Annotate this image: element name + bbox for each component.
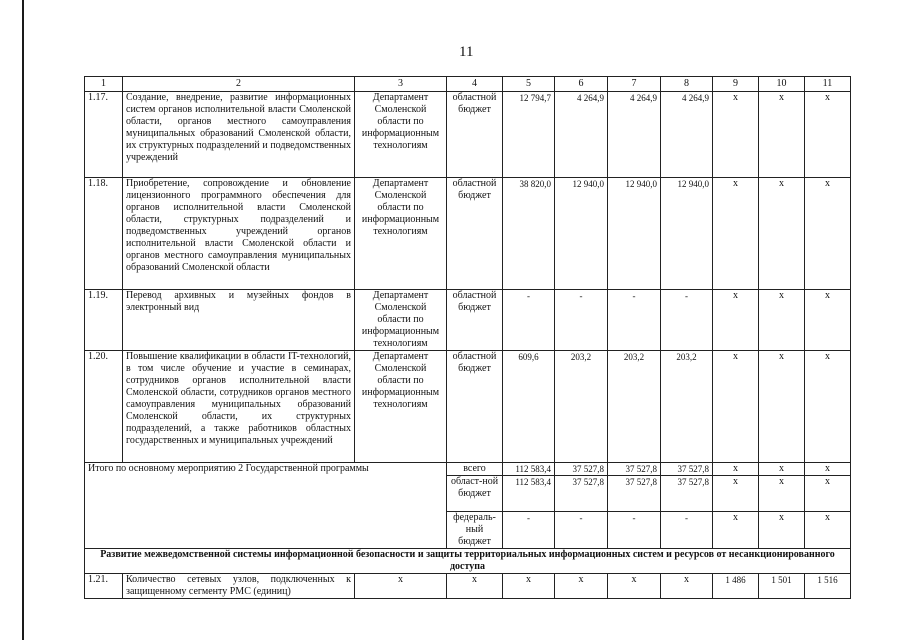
total-indicator-2: х xyxy=(759,476,805,512)
amount-year-3: 203,2 xyxy=(661,351,713,463)
header-cell: 10 xyxy=(759,77,805,92)
amount-year-1: 4 264,9 xyxy=(555,92,608,178)
total-indicator-1: х xyxy=(713,463,759,476)
amount-total: 12 794,7 xyxy=(503,92,555,178)
amount-total: 38 820,0 xyxy=(503,178,555,290)
table-row xyxy=(85,290,851,351)
header-cell: 7 xyxy=(608,77,661,92)
funding-source: областной бюджет xyxy=(447,290,503,351)
indicator-year-3: х xyxy=(805,290,851,351)
executor: Департамент Смоленской области по информационным технологиям xyxy=(355,351,447,463)
funding-source: х xyxy=(447,574,503,599)
indicator-year-2: 1 501 xyxy=(759,574,805,599)
program-table xyxy=(84,76,851,599)
total-amount: 112 583,4 xyxy=(503,463,555,476)
amount-year-3: 4 264,9 xyxy=(661,92,713,178)
header-cell: 3 xyxy=(355,77,447,92)
indicator-year-1: х xyxy=(713,351,759,463)
total-indicator-2: х xyxy=(759,512,805,549)
total-year-2: - xyxy=(608,512,661,549)
total-indicator-3: х xyxy=(805,463,851,476)
row-number: 1.17. xyxy=(85,92,123,178)
amount-year-1: 203,2 xyxy=(555,351,608,463)
executor: Департамент Смоленской области по информационным технологиям xyxy=(355,92,447,178)
amount-year-3: - xyxy=(661,290,713,351)
total-source: всего xyxy=(447,463,503,476)
amount-total: - xyxy=(503,290,555,351)
row-number: 1.18. xyxy=(85,178,123,290)
total-source: федераль-ный бюджет xyxy=(447,512,503,549)
total-indicator-3: х xyxy=(805,476,851,512)
header-row xyxy=(85,77,851,92)
header-cell: 4 xyxy=(447,77,503,92)
header-cell: 6 xyxy=(555,77,608,92)
measure-name: Приобретение, сопровождение и обновление лицензионного программного обеспечения для органов исполнительной власти Смоленской области, структурных подразделений и подведомственных учреждений органов исполнительной власти Смоленской области и органов местного самоуправления муниципальных образований Смоленской области xyxy=(123,178,355,290)
amount-year-2: х xyxy=(608,574,661,599)
section-title: Развитие межведомственной системы информационной безопасности и защиты территориальных информационных систем и ресурсов от несанкционированного доступа xyxy=(85,549,851,574)
amount-year-2: 203,2 xyxy=(608,351,661,463)
total-year-2: 37 527,8 xyxy=(608,463,661,476)
row-number: 1.19. xyxy=(85,290,123,351)
executor: х xyxy=(355,574,447,599)
amount-year-2: 4 264,9 xyxy=(608,92,661,178)
amount-year-1: х xyxy=(555,574,608,599)
indicator-year-1: х xyxy=(713,178,759,290)
indicator-year-2: х xyxy=(759,351,805,463)
indicator-year-3: х xyxy=(805,178,851,290)
total-row xyxy=(85,463,851,476)
measure-name: Количество сетевых узлов, подключенных к защищенному сегменту РМС (единиц) xyxy=(123,574,355,599)
row-number: 1.20. xyxy=(85,351,123,463)
total-year-3: 37 527,8 xyxy=(661,463,713,476)
total-year-1: 37 527,8 xyxy=(555,463,608,476)
total-label: Итого по основному мероприятию 2 Государственной программы xyxy=(85,463,447,549)
total-amount: - xyxy=(503,512,555,549)
header-cell: 5 xyxy=(503,77,555,92)
amount-year-3: х xyxy=(661,574,713,599)
total-indicator-2: х xyxy=(759,463,805,476)
indicator-year-2: х xyxy=(759,92,805,178)
header-cell: 8 xyxy=(661,77,713,92)
section-row xyxy=(85,549,851,574)
indicator-year-3: х xyxy=(805,351,851,463)
row-number: 1.21. xyxy=(85,574,123,599)
table-row xyxy=(85,574,851,599)
amount-year-1: - xyxy=(555,290,608,351)
total-year-1: 37 527,8 xyxy=(555,476,608,512)
funding-source: областной бюджет xyxy=(447,351,503,463)
indicator-year-2: х xyxy=(759,178,805,290)
header-cell: 1 xyxy=(85,77,123,92)
header-cell: 2 xyxy=(123,77,355,92)
left-margin-line xyxy=(22,0,24,640)
total-amount: 112 583,4 xyxy=(503,476,555,512)
table-row xyxy=(85,351,851,463)
indicator-year-3: х xyxy=(805,92,851,178)
indicator-year-3: 1 516 xyxy=(805,574,851,599)
amount-total: х xyxy=(503,574,555,599)
total-indicator-3: х xyxy=(805,512,851,549)
indicator-year-1: 1 486 xyxy=(713,574,759,599)
total-indicator-1: х xyxy=(713,476,759,512)
total-year-1: - xyxy=(555,512,608,549)
table-row xyxy=(85,178,851,290)
header-cell: 9 xyxy=(713,77,759,92)
executor: Департамент Смоленской области по информационным технологиям xyxy=(355,178,447,290)
amount-year-1: 12 940,0 xyxy=(555,178,608,290)
amount-year-2: - xyxy=(608,290,661,351)
executor: Департамент Смоленской области по информационным технологиям xyxy=(355,290,447,351)
total-year-2: 37 527,8 xyxy=(608,476,661,512)
page-number: 11 xyxy=(459,44,474,60)
indicator-year-1: х xyxy=(713,92,759,178)
funding-source: областной бюджет xyxy=(447,178,503,290)
indicator-year-2: х xyxy=(759,290,805,351)
table-row xyxy=(85,92,851,178)
total-year-3: 37 527,8 xyxy=(661,476,713,512)
amount-total: 609,6 xyxy=(503,351,555,463)
measure-name: Создание, внедрение, развитие информационных систем органов исполнительной власти Смоленской области, органов местного самоуправления муниципальных образований Смоленской области, их структурных подразделений и подведомственных учреждений xyxy=(123,92,355,178)
total-indicator-1: х xyxy=(713,512,759,549)
amount-year-3: 12 940,0 xyxy=(661,178,713,290)
total-source: област-ной бюджет xyxy=(447,476,503,512)
total-year-3: - xyxy=(661,512,713,549)
funding-source: областной бюджет xyxy=(447,92,503,178)
measure-name: Перевод архивных и музейных фондов в электронный вид xyxy=(123,290,355,351)
amount-year-2: 12 940,0 xyxy=(608,178,661,290)
indicator-year-1: х xyxy=(713,290,759,351)
measure-name: Повышение квалификации в области IT-технологий, в том числе обучение и участие в семинарах, сотрудников органов исполнительной власти Смоленской области, сотрудников органов местного самоуправления муниципальных образований Смоленской области, их структурных подразделений, а также работников областных государственных и муниципальных учреждений xyxy=(123,351,355,463)
header-cell: 11 xyxy=(805,77,851,92)
